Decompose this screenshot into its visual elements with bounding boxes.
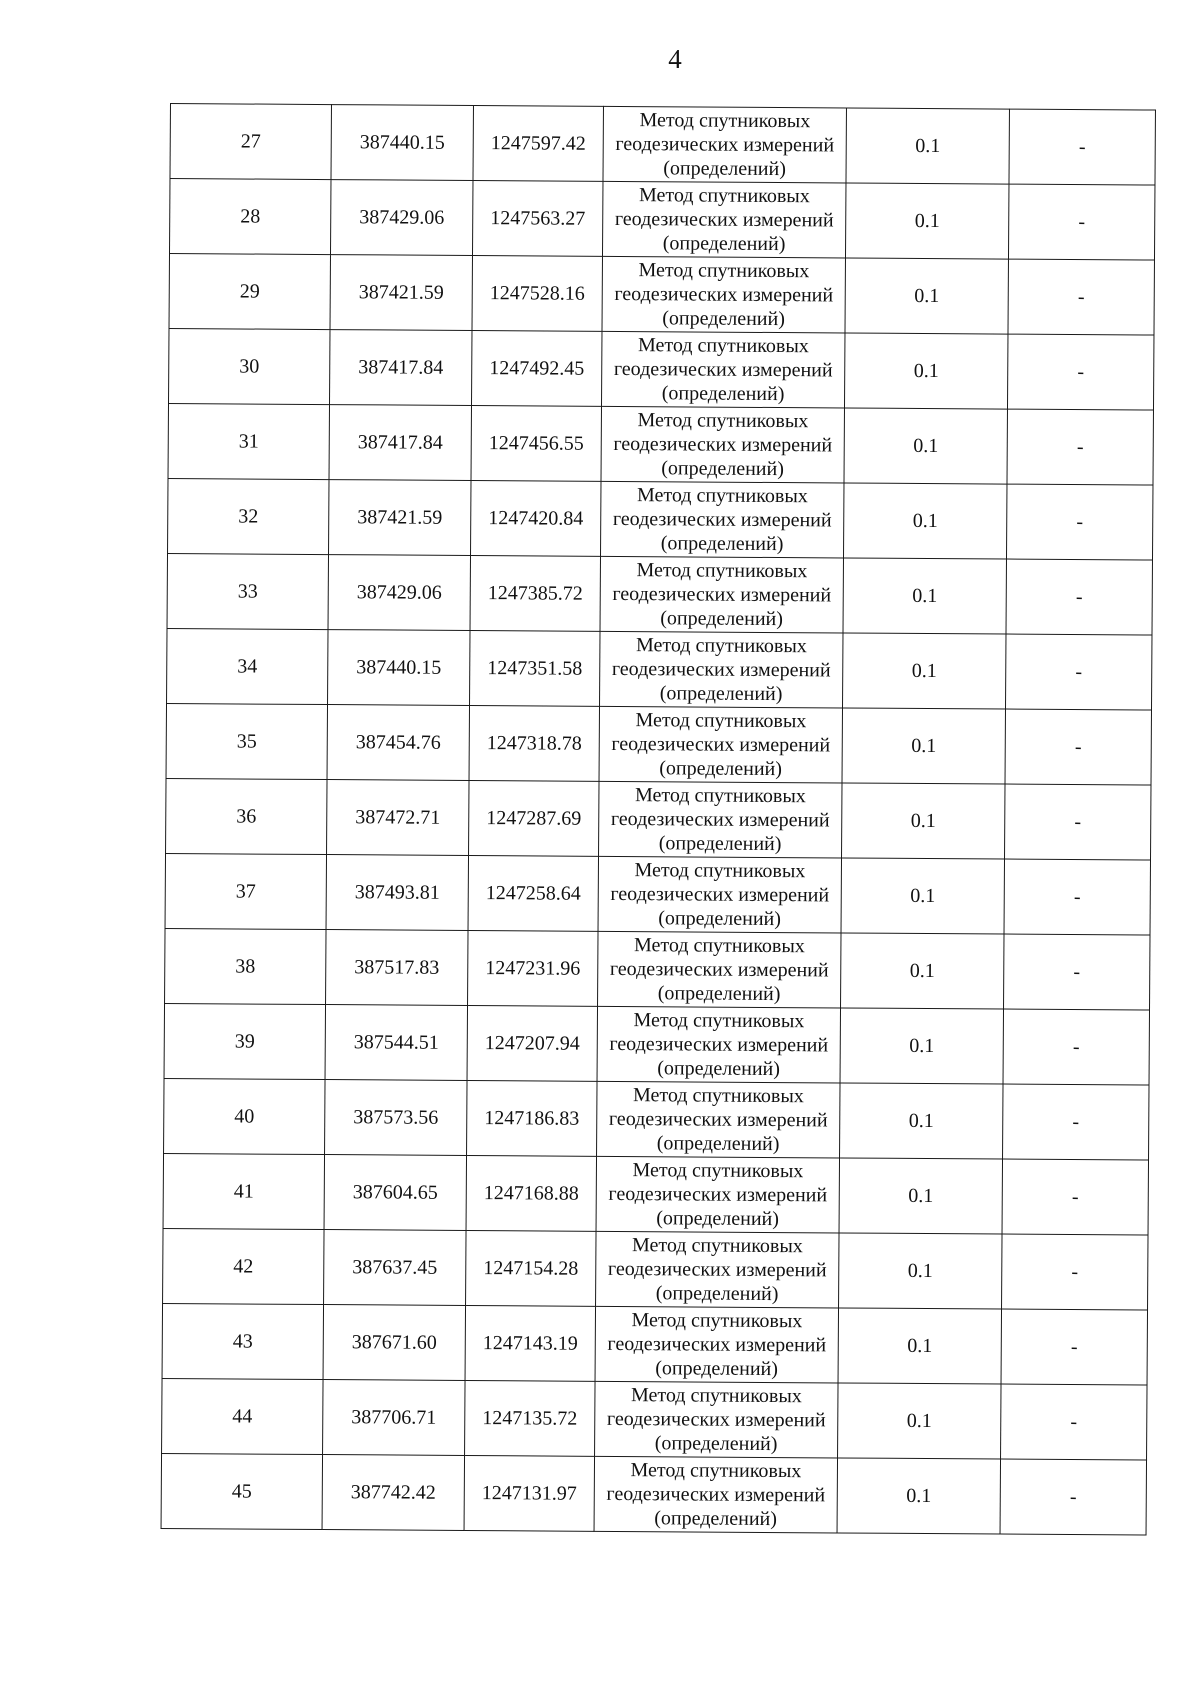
method-line: (определений) <box>655 1282 779 1306</box>
x-coordinate-cell: 387421.59 <box>329 480 471 556</box>
method-line: геодезических измерений <box>615 132 835 157</box>
point-number-cell: 40 <box>164 1078 325 1154</box>
accuracy-cell: 0.1 <box>840 1008 1003 1084</box>
x-coordinate-cell: 387544.51 <box>325 1005 467 1081</box>
method-line: (определений) <box>657 1057 781 1081</box>
table-row <box>162 1378 1147 1460</box>
y-coordinate-cell: 1247135.72 <box>465 1380 595 1456</box>
y-coordinate-cell: 1247563.27 <box>472 181 602 257</box>
note-cell: - <box>1009 109 1155 185</box>
note-cell: - <box>1004 859 1150 935</box>
y-coordinate-cell: 1247143.19 <box>465 1305 595 1381</box>
coordinates-table <box>161 103 1156 1536</box>
method-line: (определений) <box>658 832 782 856</box>
method-line: (определений) <box>656 1207 780 1231</box>
x-coordinate-cell: 387429.06 <box>328 555 470 631</box>
y-coordinate-cell: 1247287.69 <box>469 780 599 856</box>
method-cell <box>595 1306 838 1383</box>
method-line: (определений) <box>658 907 782 931</box>
point-number-cell: 43 <box>162 1303 323 1379</box>
point-number-cell: 34 <box>167 628 328 704</box>
method-line: (определений) <box>660 607 783 631</box>
y-coordinate-cell: 1247492.45 <box>472 331 602 407</box>
method-cell <box>594 1456 837 1533</box>
point-number-cell: 29 <box>169 254 330 330</box>
method-line: (определений) <box>661 457 784 481</box>
method-cell <box>602 181 845 258</box>
point-number-cell: 37 <box>165 853 326 929</box>
method-line: геодезических измерений <box>614 207 834 232</box>
note-cell: - <box>1005 634 1151 710</box>
y-coordinate-cell: 1247207.94 <box>467 1005 597 1081</box>
method-line: геодезических измерений <box>606 1482 826 1507</box>
table-row <box>162 1303 1147 1385</box>
note-cell: - <box>1006 484 1152 560</box>
note-cell: - <box>1006 559 1152 635</box>
note-cell: - <box>1003 1084 1149 1160</box>
accuracy-cell: 0.1 <box>846 108 1009 184</box>
table-row <box>165 928 1150 1010</box>
method-cell <box>603 106 846 183</box>
method-cell <box>599 781 842 858</box>
method-line: (определений) <box>654 1507 778 1531</box>
method-line: Метод спутниковых <box>637 409 809 433</box>
x-coordinate-cell: 387742.42 <box>322 1455 464 1531</box>
y-coordinate-cell: 1247231.96 <box>468 930 598 1006</box>
table-row <box>169 254 1154 336</box>
method-line: (определений) <box>660 532 784 556</box>
method-line: геодезических измерений <box>609 1032 829 1057</box>
method-line: Метод спутниковых <box>632 1159 804 1183</box>
x-coordinate-cell: 387637.45 <box>324 1230 466 1306</box>
point-number-cell: 27 <box>170 104 331 180</box>
method-cell <box>600 631 843 708</box>
y-coordinate-cell: 1247385.72 <box>470 556 600 632</box>
table-row <box>164 1003 1149 1085</box>
note-cell: - <box>1001 1309 1147 1385</box>
y-coordinate-cell: 1247318.78 <box>469 705 599 781</box>
method-line: геодезических измерений <box>614 282 834 307</box>
table-row <box>168 403 1153 485</box>
method-line: (определений) <box>659 757 782 781</box>
accuracy-cell: 0.1 <box>843 558 1006 634</box>
method-line: Метод спутниковых <box>636 559 808 583</box>
method-line: Метод спутниковых <box>631 1309 803 1333</box>
method-line: (определений) <box>655 1357 779 1381</box>
method-cell <box>598 856 841 933</box>
y-coordinate-cell: 1247131.97 <box>464 1455 594 1531</box>
coordinates-table-body <box>161 104 1155 1536</box>
point-number-cell: 41 <box>163 1153 324 1229</box>
method-line: геодезических измерений <box>608 1107 828 1132</box>
method-line: Метод спутниковых <box>631 1234 803 1258</box>
method-cell <box>601 481 844 558</box>
note-cell: - <box>1008 259 1154 335</box>
table-row <box>170 104 1155 186</box>
method-cell <box>598 931 841 1008</box>
note-cell: - <box>1007 334 1153 410</box>
x-coordinate-cell: 387671.60 <box>323 1305 465 1381</box>
table-row <box>163 1153 1148 1235</box>
method-cell <box>597 1081 840 1158</box>
method-line: геодезических измерений <box>608 1182 828 1207</box>
note-cell: - <box>1002 1234 1148 1310</box>
method-line: (определений) <box>659 682 783 706</box>
note-cell: - <box>1007 409 1153 485</box>
accuracy-cell: 0.1 <box>842 708 1005 784</box>
y-coordinate-cell: 1247154.28 <box>466 1230 596 1306</box>
method-line: Метод спутниковых <box>634 784 806 808</box>
method-line: Метод спутниковых <box>635 634 807 658</box>
method-cell <box>601 331 844 408</box>
y-coordinate-cell: 1247186.83 <box>467 1080 597 1156</box>
note-cell: - <box>1001 1384 1147 1460</box>
coordinates-table-wrapper <box>161 103 1155 1536</box>
method-line: Метод спутниковых <box>637 334 809 358</box>
method-line: геодезических измерений <box>611 732 831 757</box>
accuracy-cell: 0.1 <box>838 1383 1001 1459</box>
point-number-cell: 39 <box>164 1003 325 1079</box>
method-line: геодезических измерений <box>610 807 830 832</box>
note-cell: - <box>1000 1459 1146 1535</box>
point-number-cell: 30 <box>169 328 330 404</box>
method-line: Метод спутниковых <box>636 484 808 508</box>
method-line: Метод спутниковых <box>638 184 810 208</box>
note-cell: - <box>1002 1159 1148 1235</box>
method-line: геодезических измерений <box>609 957 829 982</box>
method-line: геодезических измерений <box>613 357 833 382</box>
accuracy-cell: 0.1 <box>845 258 1008 334</box>
accuracy-cell: 0.1 <box>837 1458 1000 1534</box>
method-cell <box>601 406 844 483</box>
method-line: геодезических измерений <box>611 657 831 682</box>
accuracy-cell: 0.1 <box>842 783 1005 859</box>
x-coordinate-cell: 387517.83 <box>326 930 468 1006</box>
method-line: (определений) <box>657 982 781 1006</box>
method-line: (определений) <box>654 1432 778 1456</box>
table-row <box>163 1228 1148 1310</box>
page-number: 4 <box>668 44 682 74</box>
table-row <box>168 478 1153 560</box>
note-cell: - <box>1004 934 1150 1010</box>
table-row <box>167 553 1152 635</box>
x-coordinate-cell: 387440.15 <box>331 105 473 181</box>
accuracy-cell: 0.1 <box>845 183 1008 259</box>
table-row <box>169 328 1154 410</box>
note-cell: - <box>1005 784 1151 860</box>
method-line: (определений) <box>662 232 786 256</box>
method-line: (определений) <box>662 307 785 331</box>
method-line: Метод спутниковых <box>634 859 806 883</box>
note-cell: - <box>1008 184 1154 260</box>
x-coordinate-cell: 387417.84 <box>329 405 471 481</box>
point-number-cell: 31 <box>168 403 329 479</box>
method-cell <box>599 706 842 783</box>
method-line: (определений) <box>663 157 786 181</box>
table-row <box>166 778 1151 860</box>
table-row <box>167 628 1152 710</box>
method-cell <box>600 556 843 633</box>
accuracy-cell: 0.1 <box>844 333 1007 409</box>
note-cell: - <box>1005 709 1151 785</box>
method-cell <box>595 1381 838 1458</box>
x-coordinate-cell: 387706.71 <box>323 1380 465 1456</box>
method-cell <box>597 1006 840 1083</box>
y-coordinate-cell: 1247168.88 <box>466 1155 596 1231</box>
point-number-cell: 44 <box>162 1378 323 1454</box>
y-coordinate-cell: 1247456.55 <box>471 406 601 482</box>
accuracy-cell: 0.1 <box>841 858 1004 934</box>
method-line: Метод спутниковых <box>633 1009 805 1033</box>
point-number-cell: 32 <box>168 478 329 554</box>
table-row <box>164 1078 1149 1160</box>
x-coordinate-cell: 387604.65 <box>324 1155 466 1231</box>
point-number-cell: 28 <box>170 179 331 255</box>
y-coordinate-cell: 1247420.84 <box>471 481 601 557</box>
point-number-cell: 45 <box>161 1453 322 1529</box>
accuracy-cell: 0.1 <box>843 483 1006 559</box>
x-coordinate-cell: 387440.15 <box>328 630 470 706</box>
method-line: геодезических измерений <box>612 507 832 532</box>
method-cell <box>596 1231 839 1308</box>
accuracy-cell: 0.1 <box>839 1158 1002 1234</box>
y-coordinate-cell: 1247528.16 <box>472 256 602 332</box>
method-line: Метод спутниковых <box>632 1084 804 1108</box>
y-coordinate-cell: 1247258.64 <box>468 855 598 931</box>
method-line: геодезических измерений <box>610 882 830 907</box>
x-coordinate-cell: 387421.59 <box>330 255 472 331</box>
method-line: геодезических измерений <box>607 1257 827 1282</box>
method-line: Метод спутниковых <box>630 1384 802 1408</box>
method-line: Метод спутниковых <box>630 1459 802 1483</box>
x-coordinate-cell: 387573.56 <box>325 1080 467 1156</box>
method-line: (определений) <box>656 1132 780 1156</box>
method-line: Метод спутниковых <box>639 109 811 133</box>
point-number-cell: 36 <box>166 778 327 854</box>
accuracy-cell: 0.1 <box>841 933 1004 1009</box>
accuracy-cell: 0.1 <box>843 633 1006 709</box>
point-number-cell: 33 <box>167 553 328 629</box>
accuracy-cell: 0.1 <box>840 1083 1003 1159</box>
table-row <box>170 179 1155 261</box>
method-line: Метод спутниковых <box>635 709 807 733</box>
accuracy-cell: 0.1 <box>844 408 1007 484</box>
point-number-cell: 42 <box>163 1228 324 1304</box>
method-line: геодезических измерений <box>606 1407 826 1432</box>
table-row <box>165 853 1150 935</box>
x-coordinate-cell: 387454.76 <box>327 705 469 781</box>
y-coordinate-cell: 1247597.42 <box>473 106 603 182</box>
accuracy-cell: 0.1 <box>838 1308 1001 1384</box>
note-cell: - <box>1003 1009 1149 1085</box>
x-coordinate-cell: 387417.84 <box>330 330 472 406</box>
method-line: геодезических измерений <box>612 582 832 607</box>
x-coordinate-cell: 387429.06 <box>330 180 472 256</box>
table-row <box>161 1453 1146 1535</box>
method-line: геодезических измерений <box>607 1332 827 1357</box>
x-coordinate-cell: 387493.81 <box>326 855 468 931</box>
method-cell <box>596 1156 839 1233</box>
table-row <box>166 703 1151 785</box>
x-coordinate-cell: 387472.71 <box>327 780 469 856</box>
accuracy-cell: 0.1 <box>839 1233 1002 1309</box>
method-line: Метод спутниковых <box>633 934 805 958</box>
point-number-cell: 38 <box>165 928 326 1004</box>
method-cell <box>602 256 845 333</box>
method-line: Метод спутниковых <box>638 259 810 283</box>
y-coordinate-cell: 1247351.58 <box>470 631 600 707</box>
point-number-cell: 35 <box>166 703 327 779</box>
method-line: геодезических измерений <box>613 432 833 457</box>
method-line: (определений) <box>661 382 785 406</box>
